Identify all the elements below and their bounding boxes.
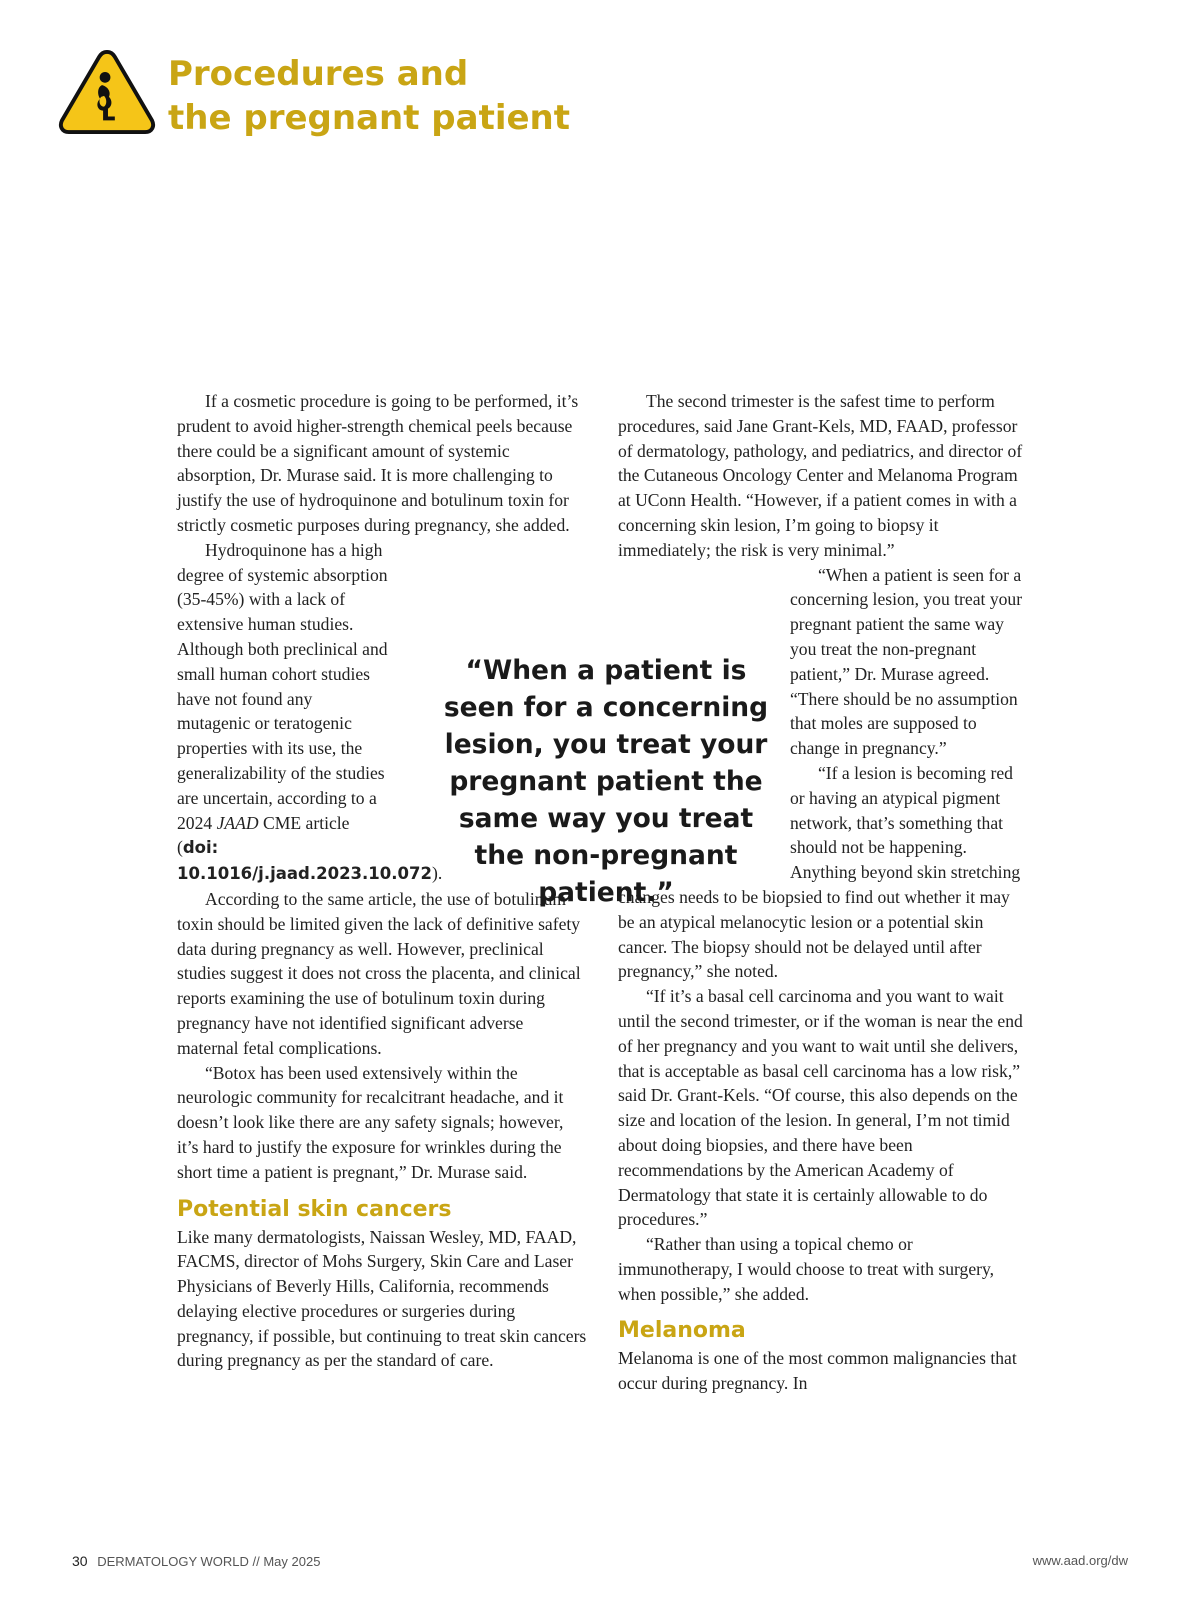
pull-quote: “When a patient is seen for a concerning lesion, you treat your pregnant patient the same way you treat the non-pregnant patient.” bbox=[443, 655, 769, 908]
article-header bbox=[58, 48, 578, 148]
doi-link[interactable]: doi: 10.1016/j.jaad.2023.10.072 bbox=[177, 838, 432, 884]
pregnant-warning-icon bbox=[58, 48, 156, 136]
right-paragraph-4: “If it’s a basal cell carcinoma and you want to wait until the second trimester, or if the woman is near the end of her pregnancy and you want to wait until she delivers, that is acceptable as basal cell carcinoma has a low risk,” said Dr. Grant-Kels. “Of course, this also depends on the size and location of the lesion. In general, I’m not timid about doing biopsies, and there have been recommendations by the American Academy of Dermatology that state it is certainly allowable to do procedures.” bbox=[618, 986, 1023, 1230]
p2-end: ). bbox=[431, 863, 443, 884]
right-paragraph-6: Melanoma is one of the most common malignancies that occur during pregnancy. In bbox=[618, 1348, 1017, 1394]
title-line-1: Procedures and bbox=[168, 54, 469, 94]
publication-name: DERMATOLOGY WORLD // May 2025 bbox=[97, 1554, 321, 1569]
article-title bbox=[168, 52, 570, 140]
page-number: 30 bbox=[72, 1553, 88, 1569]
right-paragraph-3: “If a lesion is becoming red or having an atypical pigment network, that’s something that should not be happening. Anything beyond skin stretching changes needs to be biopsied to find out whether it may be an atypical melanocytic lesion or a potential skin cancer. The biopsy should not be delayed until after pregnancy,” she noted. bbox=[618, 762, 1021, 982]
page-footer bbox=[72, 1553, 1128, 1569]
subhead-melanoma: Melanoma bbox=[618, 1318, 746, 1344]
title-line-2: the pregnant patient bbox=[168, 98, 571, 138]
left-paragraph-4: “Botox has been used extensively within the neurologic community for recalcitrant headache, and it doesn’t look like there are any safety signals; however, it’s hard to justify the exposure for wrinkles during the short time a patient is pregnant,” Dr. Murase said. bbox=[177, 1062, 564, 1182]
subhead-potential-skin-cancers: Potential skin cancers bbox=[177, 1196, 452, 1222]
left-paragraph-1: If a cosmetic procedure is going to be performed, it’s prudent to avoid higher-strength chemical peels because there could be a significant amount of systemic absorption, Dr. Murase said. It is more challenging to justify the use of hydroquinone and botulinum toxin for strictly cosmetic purposes during pregnancy, she added. bbox=[177, 391, 579, 535]
left-paragraph-3: According to the same article, the use of botulinum toxin should be limited given the lack of definitive safety data during pregnancy as well. However, preclinical studies suggest it does not cross the placenta, and clinical reports examining the use of botulinum toxin during pregnancy have not identified significant adverse maternal fetal complications. bbox=[177, 888, 581, 1058]
right-paragraph-2: “When a patient is seen for a concerning lesion, you treat your pregnant patient the same way you treat the non-pregnant patient,” Dr. Murase agreed. “There should be no assumption that moles are supposed to change in pregnancy.” bbox=[790, 564, 1023, 759]
right-paragraph-1: The second trimester is the safest time to perform procedures, said Jane Grant-Kels, MD, FAAD, professor of dermatology, pathology, and pediatrics, and director of the Cutaneous Oncology Center and Melanoma Program at UConn Health. “However, if a patient comes in with a concerning skin lesion, I’m going to biopsy it immediately; the risk is very minimal.” bbox=[618, 391, 1023, 560]
right-paragraph-5: “Rather than using a topical chemo or immunotherapy, I would choose to treat with surgery, when possible,” she added. bbox=[618, 1234, 995, 1304]
p2-text: Hydroquinone has a high degree of systemic absorption (35-45%) with a lack of extensive human studies. Although both preclinical and small human cohort studies have not found any mutagenic or teratogenic properties with its use, the generalizability of the studies are uncertain, according to a 2024 bbox=[177, 539, 388, 833]
journal-name: JAAD bbox=[216, 812, 259, 833]
footer-url[interactable]: www.aad.org/dw bbox=[1032, 1553, 1128, 1568]
p2-text-2: CME article ( bbox=[177, 812, 350, 858]
left-paragraph-5: Like many dermatologists, Naissan Wesley, MD, FAAD, FACMS, director of Mohs Surgery, Skin Care and Laser Physicians of Beverly Hills, California, recommends delaying elective procedures or surgeries during pregnancy, if possible, but continuing to treat skin cancers during pregnancy as per the standard of care. bbox=[177, 1226, 587, 1371]
